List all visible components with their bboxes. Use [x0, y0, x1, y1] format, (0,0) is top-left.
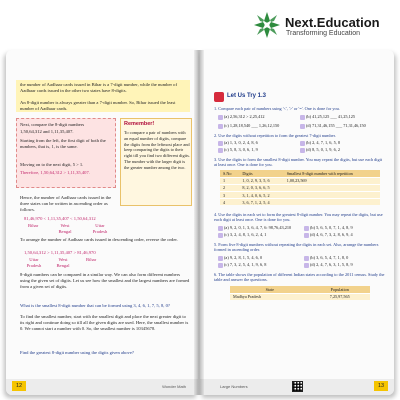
q5-item-c: (c) 7, 3, 2, 5, 4, 1, 9, 6, 8 [218, 262, 300, 268]
descending-text: To arrange the number of Aadhaar cards issued in descending order, reverse the order. [20, 237, 178, 242]
q3-table-header [220, 170, 380, 177]
q6-col-state: State [230, 286, 310, 293]
q5-item-a: (a) 9, 2, 8, 1, 5, 4, 6, 0 [218, 255, 300, 261]
left-page [6, 50, 198, 395]
q5-item-b: (b) 3, 6, 5, 4, 7, 1, 8, 0 [304, 255, 388, 261]
descending-state-1: Uttar Pradesh [26, 257, 42, 269]
book-spine [194, 50, 204, 395]
descending-state-3: Bihar [86, 257, 97, 262]
q2-text: 2. Use the digits without repetition to form the greatest 7-digit number. [214, 133, 336, 138]
q1-item-c: (c) 1,28,18,540 ___ 1,26,12,150 [218, 123, 298, 129]
q1-item-a: (a) 2,56,312 > 2,25,412 [218, 114, 298, 120]
q3-col-digits: Digits [239, 170, 283, 177]
q4-item-a: (a) 9, 2, 0, 1, 3, 6, 4, 7, 6: 98,76,43,210 [218, 225, 300, 231]
table-row [220, 191, 380, 198]
logo-mark-icon [253, 10, 281, 40]
right-page-number: 13 [374, 381, 388, 391]
open-book [6, 50, 394, 395]
descending-state-2: West Bengal [56, 257, 70, 269]
table-cell: 7,25,97,565 [310, 293, 371, 300]
q4-text: 4. Use the digits in each set to form the greatest 8-digit number. You may repeat the digits, but use each digit at least once. One is done for you. [214, 212, 383, 223]
next-education-logo [253, 8, 393, 44]
table-row [220, 177, 380, 184]
table-cell: 3 [220, 191, 239, 198]
table-row [220, 199, 380, 206]
q1-text: 1. Compare each pair of numbers using '<', '>' or '='. One is done for you. [214, 106, 340, 111]
ascending-state-3: Uttar Pradesh [92, 223, 108, 235]
intro-text-2: An 8-digit number is always greater than a 7-digit number. So, Bihar issued the least number of Aadhaar cards. [20, 100, 176, 112]
q2-item-a: (a) 1, 3, 0, 2, 4, 8, 6 [218, 140, 298, 146]
compare-line-4: Moving on to the next digit, 5 > 1. [20, 162, 84, 167]
compare-line-1: Next, compare the 8-digit numbers [20, 122, 85, 127]
right-footer-text: Large Numbers [220, 384, 248, 389]
ascending-expression: 81,46,970 < 1,11,35,407 < 1,50,64,312 [24, 216, 96, 221]
q5-item-d: (d) 2, 4, 7, 6, 3, 1, 5, 8, 9 [304, 262, 388, 268]
q2-item-b: (b) 2, 4, 7, 1, 6, 5, 8 [300, 140, 386, 146]
table-cell: 3, 1, 4, 0, 6, 5, 2 [239, 191, 283, 198]
intro-text: the number of Aadhaar cards issued in Bihar is a 7-digit number, while the number of Aadhaar cards issued in the other two states have 8-digits. [20, 82, 177, 94]
q6-col-population: Population [310, 286, 371, 293]
left-footer-text: Wonder Math [162, 384, 186, 389]
q4-item-d: (d) 4, 6, 7, 3, 2, 8, 6, 9, 4 [304, 232, 388, 238]
table-cell: 2 [220, 184, 239, 191]
q4-item-c: (c) 3, 2, 4, 8, 1, 6, 2, 4, 1 [218, 232, 300, 238]
table-cell: Madhya Pradesh [230, 293, 310, 300]
greatest-number-question: Find the greatest 8-digit number using the digits given above? [20, 350, 134, 355]
table-cell [284, 199, 380, 206]
table-cell: 1,00,23,569 [284, 177, 380, 184]
q3-text: 3. Use the digits to form the smallest 8-digit number. You may repeat the digits, but use each digit at least once. One is done for you. [214, 157, 383, 168]
table-cell [284, 184, 380, 191]
q6-text: 6. The table shows the population of different Indian states according to the 2011 census. Study the table and answer the questions. [214, 272, 385, 283]
table-cell: 1, 0, 2, 9, 3, 5, 6 [239, 177, 283, 184]
q3-table [220, 170, 380, 205]
table-cell: 4 [220, 199, 239, 206]
ascending-state-1: Bihar [28, 223, 39, 228]
q3-col-smallest: Smallest 8-digit number with repetition [284, 170, 380, 177]
try-badge-icon [214, 92, 224, 102]
descending-expression: 1,50,64,312 > 1,11,35,407 > 81,46,970 [24, 250, 96, 255]
q4-item-b: (b) 5, 6, 5, 0, 7, 1, 4, 8, 9 [304, 225, 388, 231]
compare-line-3: Starting from the left, the first digit of both the numbers, that is, 1, is the same. [20, 138, 106, 150]
compare-line-5: Therefore, 1,50,64,312 > 1,11,35,407. [20, 170, 90, 175]
ascending-state-2: West Bengal [58, 223, 72, 235]
q6-table-header [230, 286, 370, 293]
table-row [230, 293, 370, 300]
para-compare-8-digit: 8-digit numbers can be compared in a similar way. We can also form different numbers using the given set of digits. Let us see how the smallest and the largest numbers are formed from a given set of digits. [20, 272, 190, 290]
remember-title: Remember! [124, 121, 155, 127]
q6-table [230, 286, 370, 300]
q3-col-sno: S.No [220, 170, 239, 177]
smallest-number-question: What is the smallest 8-digit number that can be formed using 3, 4, 6, 1, 7, 5, 8, 0? [20, 303, 170, 308]
ascending-text: Hence, the number of Aadhaar cards issued in the three states can be written in ascending order as follows. [20, 195, 112, 213]
table-row [220, 184, 380, 191]
logo-name: Next.Education [285, 15, 380, 30]
remember-text: To compare a pair of numbers with an equal number of digits, compare the digits from the leftmost place and keep comparing the digits to their right till you find two different digits. The number with the larger digit is the greater number among the two. [124, 130, 190, 170]
table-cell: 3, 6, 7, 1, 2, 5, 4 [239, 199, 283, 206]
q2-item-d: (d) 8, 5, 0, 1, 9, 6, 2 [300, 147, 386, 153]
table-cell: 1 [220, 177, 239, 184]
compare-line-2: 1,50,64,312 and 1,11,35,407. [20, 129, 74, 134]
q5-text: 5. Form five 8-digit numbers without repeating the digits in each set. Also, arrange the numbers formed in ascending order. [214, 242, 379, 253]
try-heading [214, 92, 274, 102]
left-page-number: 12 [12, 381, 26, 391]
q1-item-b: (b) 41,25,125 ___ 41,25,125 [300, 114, 386, 120]
para-smallest-number: To find the smallest number, start with the smallest digit and place the next greater digit to its right and continue doing so till all the given digits are used. Here, the smallest number is 0. We cannot start a number with 0. So, the smallest number is 10345678. [20, 314, 189, 332]
q1-item-d: (d) 71,31,46,155 ___ 71,31,46,150 [300, 123, 390, 129]
try-title: Let Us Try 1.3 [227, 93, 267, 99]
qr-code-icon [292, 381, 303, 392]
right-page [200, 50, 394, 395]
table-cell [284, 191, 380, 198]
q2-item-c: (c) 5, 8, 3, 0, 6, 1, 9 [218, 147, 298, 153]
table-cell: 8, 2, 0, 3, 6, 6, 5 [239, 184, 283, 191]
logo-tagline: Transforming Education [286, 30, 361, 37]
